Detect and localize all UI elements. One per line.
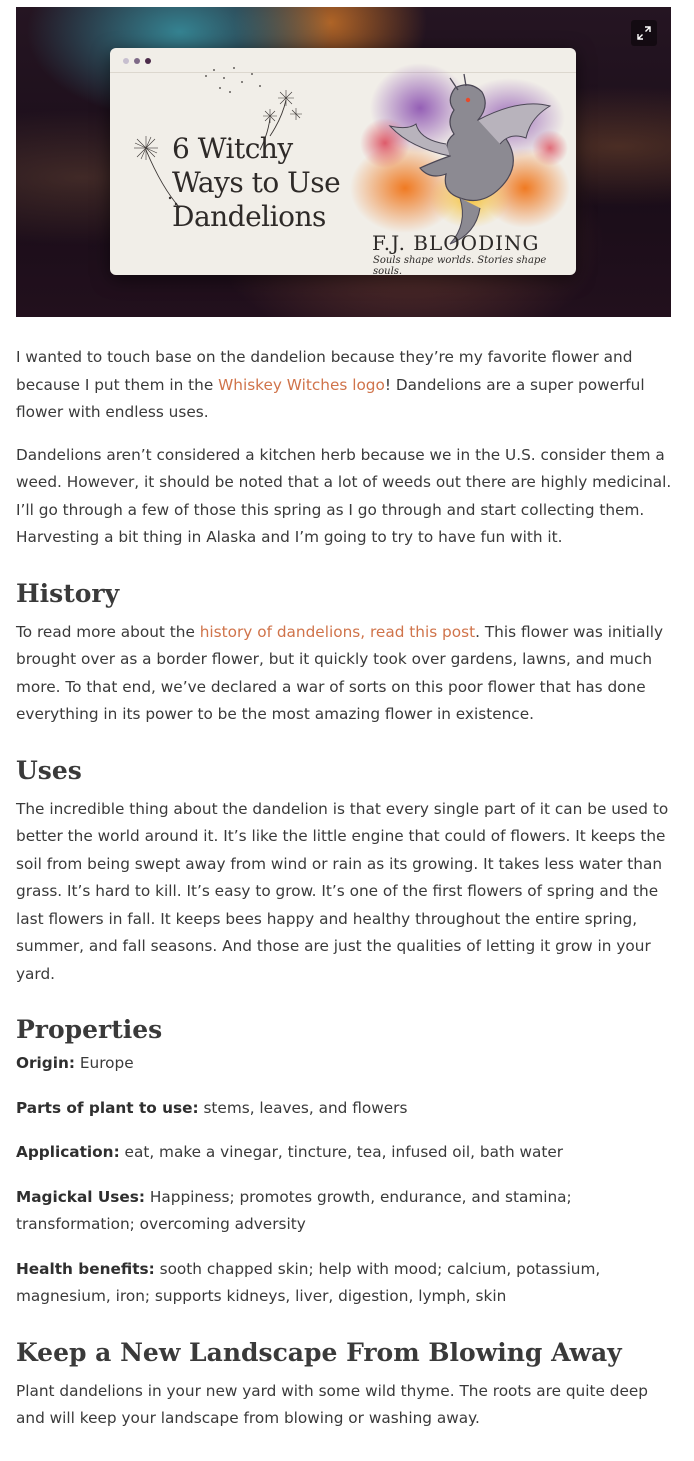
text-span: I wanted to touch base on the dandelion because they’re my favorite flower and because I put them in the — [16, 348, 633, 394]
uses-paragraph: The incredible thing about the dandelion is that every single part of it can be used to better the world around it. It’s like the little engine that could of flowers. It keeps the soil from being swept away from wind or rain as its growing. It takes less water than grass. It’s hard to kill. It’s easy to grow. It’s one of the first flowers of spring and the last flowers in fall. It keeps bees happy and healthy throughout the entire spring, summer, and fall seasons. And those are just the qualities of letting it grow in your yard. — [16, 799, 669, 983]
property-label: Origin: — [16, 1054, 75, 1072]
property-label: Application: — [16, 1143, 120, 1161]
card-title-line: 6 Witchy — [172, 132, 293, 165]
property-parts — [16, 1095, 676, 1123]
property-value: stems, leaves, and flowers — [198, 1098, 408, 1117]
text-span: . This flower was initially brought over as a border flower, but it quickly took over gardens, lawns, and much more. To that end, we’ve declared a war of sorts on this poor flower that has done everything in its power to be the most amazing flower in existence. — [16, 622, 664, 723]
card-title — [172, 132, 340, 234]
card-title-line: Dandelions — [172, 200, 326, 233]
properties-heading: Properties — [16, 1015, 163, 1044]
history-of-dandelions-link[interactable]: history of dandelions, read this post — [199, 622, 476, 641]
expand-button[interactable] — [631, 20, 657, 46]
property-application — [16, 1139, 676, 1167]
card-tagline: Souls shape worlds. Stories shape souls. — [373, 255, 547, 275]
history-paragraph — [16, 619, 676, 729]
property-value: eat, make a vinegar, tincture, tea, infused oil, bath water — [119, 1143, 564, 1161]
uses-heading: Uses — [16, 755, 82, 785]
expand-icon — [637, 26, 651, 40]
history-heading: History — [16, 578, 120, 608]
whiskey-witches-logo-link[interactable]: Whiskey Witches logo — [218, 375, 385, 394]
property-label: Health benefits: — [16, 1259, 155, 1278]
article-body — [16, 344, 676, 1448]
hero-image[interactable] — [16, 7, 671, 317]
intro-paragraph-2: Dandelions aren’t considered a kitchen herb because we in the U.S. consider them a weed. However, it should be noted that a lot of weeds out there are highly medicinal. I’ll go through a few of those this spring as I go through and start collecting them. Harvesting a bit thing in Alaska and I’m going to try to have fun with it. — [16, 445, 672, 546]
landscape-heading: Keep a New Landscape From Blowing Away — [16, 1337, 622, 1367]
featured-image-card — [110, 48, 576, 275]
property-value: Europe — [75, 1054, 134, 1072]
property-label: Magickal Uses: — [16, 1187, 145, 1206]
text-span: To read more about the — [16, 622, 200, 641]
card-title-line: Ways to Use — [172, 166, 341, 199]
property-value: sooth chapped skin; help with mood; calcium, potassium, magnesium, iron; supports kidneys, liver, digestion, lymph, skin — [16, 1259, 601, 1305]
property-origin — [16, 1050, 676, 1078]
card-author: F.J. BLOODING — [372, 231, 540, 255]
property-magickal-uses — [16, 1184, 676, 1239]
property-value: Happiness; promotes growth, endurance, and stamina; transformation; overcoming adversity — [16, 1187, 572, 1233]
property-health-benefits — [16, 1256, 676, 1311]
property-label: Parts of plant to use: — [16, 1098, 199, 1117]
landscape-paragraph: Plant dandelions in your new yard with some wild thyme. The roots are quite deep and will keep your landscape from blowing or washing away. — [16, 1381, 649, 1427]
text-span: ! Dandelions are a super powerful flower with endless uses. — [16, 375, 645, 421]
intro-paragraph — [16, 344, 676, 427]
